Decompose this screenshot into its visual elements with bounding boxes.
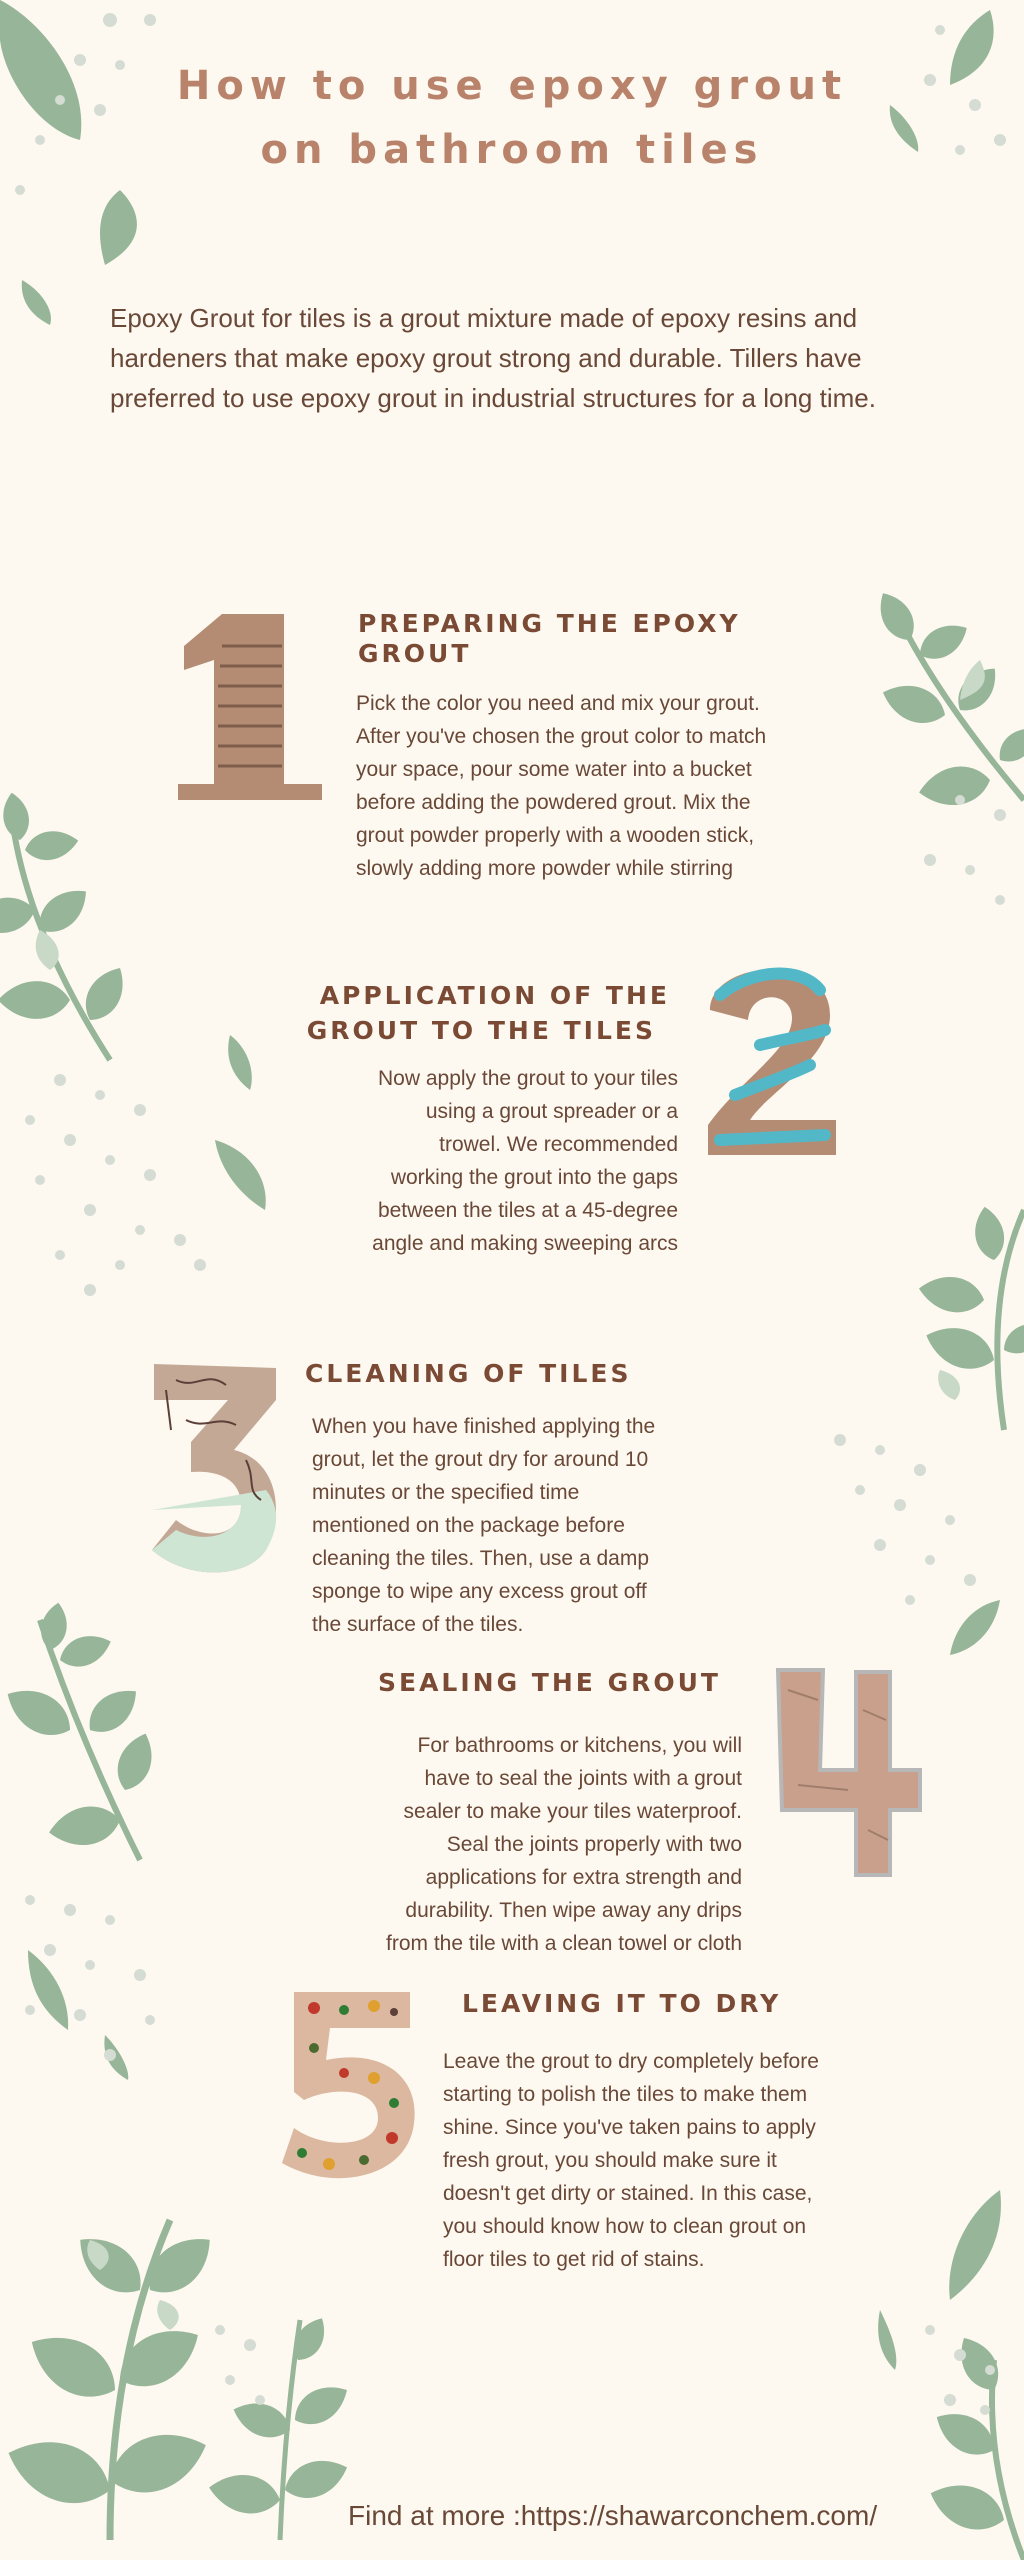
step-number-1 <box>172 606 332 806</box>
step-1-line: slowly adding more powder while stirring <box>356 857 733 880</box>
step-1-line: before adding the powdered grout. Mix the <box>356 791 751 814</box>
step-4-heading: SEALING THE GROUT <box>378 1668 721 1697</box>
page-title-line-2: on bathroom tiles <box>260 127 764 173</box>
step-4-line: sealer to make your tiles waterproof. <box>403 1800 742 1823</box>
step-4-line: durability. Then wipe away any drips <box>405 1899 742 1922</box>
step-5-line: shine. Since you've taken pains to apply <box>443 2116 816 2139</box>
step-number-2 <box>700 950 840 1164</box>
step-1-line: your space, pour some water into a bucket <box>356 758 752 781</box>
step-5-body <box>443 2045 819 2276</box>
step-3-line: minutes or the specified time <box>312 1481 580 1504</box>
step-4-line: Seal the joints properly with two <box>446 1833 742 1856</box>
step-3-line: cleaning the tiles. Then, use a damp <box>312 1547 649 1570</box>
step-3-line: sponge to wipe any excess grout off <box>312 1580 647 1603</box>
step-5-heading: LEAVING IT TO DRY <box>462 1989 782 2018</box>
step-3-heading: CLEANING OF TILES <box>305 1359 632 1388</box>
step-5-line: Leave the grout to dry completely before <box>443 2050 819 2073</box>
step-5-line: starting to polish the tiles to make them <box>443 2083 808 2106</box>
step-3-line: the surface of the tiles. <box>312 1613 524 1636</box>
step-3-line: When you have finished applying the <box>312 1415 656 1438</box>
step-number-5 <box>274 1988 420 2192</box>
step-2-line: trowel. We recommended <box>439 1133 678 1156</box>
step-1-body <box>356 687 766 885</box>
page-title-line-1: How to use epoxy grout <box>176 63 848 109</box>
step-4-line: have to seal the joints with a grout <box>424 1767 742 1790</box>
step-2-line: using a grout spreader or a <box>425 1100 678 1123</box>
step-4-line: from the tile with a clean towel or cloth <box>386 1932 742 1955</box>
step-2-line: between the tiles at a 45-degree <box>377 1199 678 1222</box>
step-1-heading-line-1: PREPARING THE EPOXY <box>358 609 741 638</box>
step-3-body <box>312 1410 655 1641</box>
step-1-line: Pick the color you need and mix your grout. <box>356 692 760 715</box>
step-4-body <box>300 1729 742 1960</box>
step-3-line: mentioned on the package before <box>312 1514 625 1537</box>
step-1-line: After you've chosen the grout color to match <box>356 725 767 748</box>
step-2-heading-line-1: APPLICATION OF THE <box>319 981 670 1010</box>
footer-link[interactable]: Find at more :https://shawarconchem.com/ <box>348 2500 878 2531</box>
step-2-body <box>300 1062 678 1260</box>
step-number-4 <box>768 1660 928 1884</box>
step-1-heading-line-2: GROUT <box>358 639 472 668</box>
step-2-line: angle and making sweeping arcs <box>372 1232 678 1255</box>
step-4-line: For bathrooms or kitchens, you will <box>417 1734 742 1757</box>
step-4-line: applications for extra strength and <box>425 1866 742 1889</box>
intro-paragraph: Epoxy Grout for tiles is a grout mixture made of epoxy resins and hardeners that make epoxy grout strong and durable. Tillers have preferred to use epoxy grout in industrial structures for a long time. <box>110 303 876 413</box>
step-number-3 <box>146 1360 286 1584</box>
step-5-line: floor tiles to get rid of stains. <box>443 2248 705 2271</box>
step-3-line: grout, let the grout dry for around 10 <box>312 1448 649 1471</box>
step-5-line: fresh grout, you should make sure it <box>443 2149 777 2172</box>
step-2-line: Now apply the grout to your tiles <box>378 1067 678 1090</box>
step-2-heading-line-2: GROUT TO THE TILES <box>306 1016 656 1045</box>
step-5-line: doesn't get dirty or stained. In this case, <box>443 2182 813 2205</box>
step-2-line: working the grout into the gaps <box>390 1166 678 1189</box>
step-1-line: grout powder properly with a wooden stick, <box>356 824 755 847</box>
step-5-line: you should know how to clean grout on <box>443 2215 807 2238</box>
